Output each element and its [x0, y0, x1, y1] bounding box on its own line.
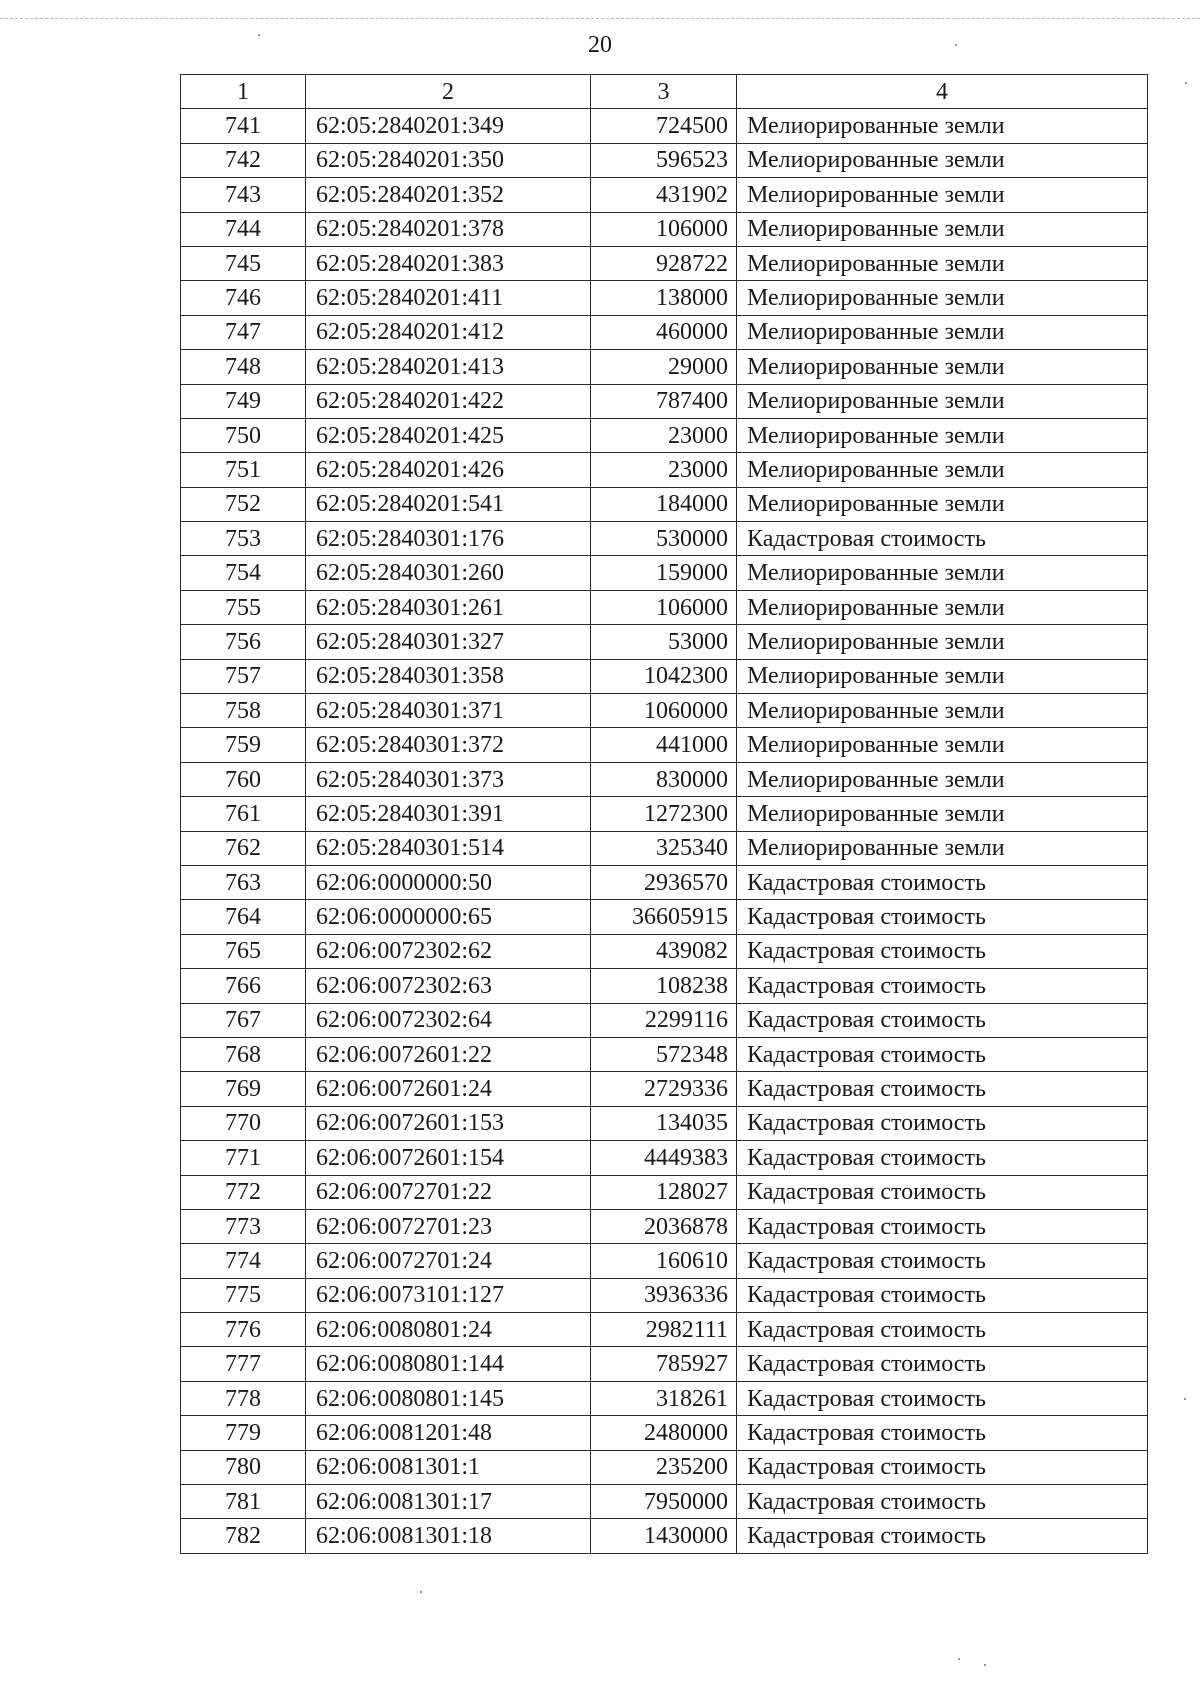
scan-speck [1184, 1398, 1186, 1400]
table-row [181, 522, 1148, 556]
row-number-cell: 761 [181, 797, 306, 831]
column-header-4: 4 [737, 75, 1148, 109]
column-header-2: 2 [306, 75, 591, 109]
basis-cell: Кадастровая стоимость [737, 1450, 1148, 1484]
value-cell: 128027 [591, 1175, 737, 1209]
value-cell: 108238 [591, 969, 737, 1003]
cadastral-number-cell: 62:05:2840301:373 [306, 762, 591, 796]
basis-cell: Кадастровая стоимость [737, 1003, 1148, 1037]
basis-cell: Мелиорированные земли [737, 453, 1148, 487]
value-cell: 1430000 [591, 1519, 737, 1553]
basis-cell: Кадастровая стоимость [737, 1278, 1148, 1312]
row-number-cell: 757 [181, 659, 306, 693]
basis-cell: Мелиорированные земли [737, 556, 1148, 590]
value-cell: 2729336 [591, 1072, 737, 1106]
table-row [181, 659, 1148, 693]
value-cell: 1272300 [591, 797, 737, 831]
basis-cell: Мелиорированные земли [737, 590, 1148, 624]
value-cell: 441000 [591, 728, 737, 762]
row-number-cell: 747 [181, 315, 306, 349]
value-cell: 2480000 [591, 1416, 737, 1450]
basis-cell: Мелиорированные земли [737, 143, 1148, 177]
row-number-cell: 777 [181, 1347, 306, 1381]
row-number-cell: 782 [181, 1519, 306, 1553]
value-cell: 184000 [591, 487, 737, 521]
basis-cell: Кадастровая стоимость [737, 1381, 1148, 1415]
cadastral-number-cell: 62:06:0072601:153 [306, 1106, 591, 1140]
table-row [181, 797, 1148, 831]
row-number-cell: 769 [181, 1072, 306, 1106]
basis-cell: Мелиорированные земли [737, 625, 1148, 659]
row-number-cell: 768 [181, 1037, 306, 1071]
basis-cell: Мелиорированные земли [737, 762, 1148, 796]
table-row [181, 1519, 1148, 1553]
cadastral-number-cell: 62:06:0072601:154 [306, 1141, 591, 1175]
row-number-cell: 762 [181, 831, 306, 865]
value-cell: 3936336 [591, 1278, 737, 1312]
cadastral-number-cell: 62:06:0072601:24 [306, 1072, 591, 1106]
value-cell: 431902 [591, 178, 737, 212]
basis-cell: Мелиорированные земли [737, 384, 1148, 418]
basis-cell: Кадастровая стоимость [737, 1175, 1148, 1209]
table-body [181, 109, 1148, 1553]
value-cell: 23000 [591, 418, 737, 452]
table-row [181, 1106, 1148, 1140]
cadastral-number-cell: 62:05:2840201:350 [306, 143, 591, 177]
row-number-cell: 755 [181, 590, 306, 624]
table-row [181, 1278, 1148, 1312]
scan-edge-line [0, 18, 1200, 19]
basis-cell: Кадастровая стоимость [737, 1244, 1148, 1278]
basis-cell: Кадастровая стоимость [737, 1209, 1148, 1243]
value-cell: 1042300 [591, 659, 737, 693]
value-cell: 36605915 [591, 900, 737, 934]
cadastral-number-cell: 62:06:0000000:50 [306, 865, 591, 899]
column-header-1: 1 [181, 75, 306, 109]
row-number-cell: 756 [181, 625, 306, 659]
row-number-cell: 780 [181, 1450, 306, 1484]
table-row [181, 453, 1148, 487]
cadastral-number-cell: 62:06:0072302:64 [306, 1003, 591, 1037]
table-row [181, 900, 1148, 934]
table-row [181, 969, 1148, 1003]
basis-cell: Мелиорированные земли [737, 659, 1148, 693]
table-row [181, 143, 1148, 177]
page-number: 20 [588, 32, 612, 58]
table-row [181, 831, 1148, 865]
cadastral-number-cell: 62:05:2840201:413 [306, 350, 591, 384]
cadastral-number-cell: 62:06:0073101:127 [306, 1278, 591, 1312]
table-row [181, 1450, 1148, 1484]
basis-cell: Кадастровая стоимость [737, 865, 1148, 899]
basis-cell: Кадастровая стоимость [737, 1485, 1148, 1519]
value-cell: 106000 [591, 590, 737, 624]
row-number-cell: 754 [181, 556, 306, 590]
table-header-row [181, 75, 1148, 109]
table-row [181, 1175, 1148, 1209]
row-number-cell: 771 [181, 1141, 306, 1175]
row-number-cell: 742 [181, 143, 306, 177]
cadastral-number-cell: 62:05:2840301:372 [306, 728, 591, 762]
cadastral-number-cell: 62:05:2840201:352 [306, 178, 591, 212]
value-cell: 830000 [591, 762, 737, 796]
table-row [181, 1416, 1148, 1450]
table-row [181, 178, 1148, 212]
table-row [181, 1381, 1148, 1415]
value-cell: 318261 [591, 1381, 737, 1415]
row-number-cell: 763 [181, 865, 306, 899]
row-number-cell: 779 [181, 1416, 306, 1450]
value-cell: 29000 [591, 350, 737, 384]
basis-cell: Мелиорированные земли [737, 487, 1148, 521]
table-row [181, 694, 1148, 728]
table-row [181, 350, 1148, 384]
basis-cell: Мелиорированные земли [737, 212, 1148, 246]
column-header-3: 3 [591, 75, 737, 109]
scan-speck [984, 1664, 986, 1666]
value-cell: 785927 [591, 1347, 737, 1381]
table-row [181, 1072, 1148, 1106]
value-cell: 596523 [591, 143, 737, 177]
basis-cell: Кадастровая стоимость [737, 1313, 1148, 1347]
table-row [181, 556, 1148, 590]
basis-cell: Кадастровая стоимость [737, 934, 1148, 968]
row-number-cell: 752 [181, 487, 306, 521]
table-row [181, 865, 1148, 899]
cadastral-number-cell: 62:06:0072302:63 [306, 969, 591, 1003]
table-row [181, 1209, 1148, 1243]
cadastral-number-cell: 62:05:2840201:422 [306, 384, 591, 418]
cadastral-number-cell: 62:05:2840201:411 [306, 281, 591, 315]
basis-cell: Мелиорированные земли [737, 418, 1148, 452]
table-row [181, 384, 1148, 418]
basis-cell: Кадастровая стоимость [737, 1072, 1148, 1106]
basis-cell: Мелиорированные земли [737, 109, 1148, 143]
cadastral-number-cell: 62:06:0072701:24 [306, 1244, 591, 1278]
basis-cell: Кадастровая стоимость [737, 969, 1148, 1003]
cadastral-number-cell: 62:05:2840201:425 [306, 418, 591, 452]
value-cell: 160610 [591, 1244, 737, 1278]
row-number-cell: 748 [181, 350, 306, 384]
table-row [181, 281, 1148, 315]
value-cell: 2936570 [591, 865, 737, 899]
scan-speck [1185, 82, 1187, 84]
cadastral-number-cell: 62:05:2840201:412 [306, 315, 591, 349]
cadastral-number-cell: 62:06:0072601:22 [306, 1037, 591, 1071]
cadastral-number-cell: 62:05:2840301:391 [306, 797, 591, 831]
row-number-cell: 759 [181, 728, 306, 762]
cadastral-number-cell: 62:05:2840301:176 [306, 522, 591, 556]
basis-cell: Мелиорированные земли [737, 350, 1148, 384]
basis-cell: Кадастровая стоимость [737, 1106, 1148, 1140]
basis-cell: Кадастровая стоимость [737, 1037, 1148, 1071]
row-number-cell: 751 [181, 453, 306, 487]
row-number-cell: 741 [181, 109, 306, 143]
table-row [181, 728, 1148, 762]
table-row [181, 1244, 1148, 1278]
basis-cell: Мелиорированные земли [737, 246, 1148, 280]
cadastral-number-cell: 62:05:2840201:541 [306, 487, 591, 521]
value-cell: 572348 [591, 1037, 737, 1071]
value-cell: 2299116 [591, 1003, 737, 1037]
value-cell: 23000 [591, 453, 737, 487]
value-cell: 724500 [591, 109, 737, 143]
cadastral-number-cell: 62:05:2840301:358 [306, 659, 591, 693]
row-number-cell: 774 [181, 1244, 306, 1278]
basis-cell: Кадастровая стоимость [737, 1141, 1148, 1175]
cadastral-number-cell: 62:06:0072701:22 [306, 1175, 591, 1209]
basis-cell: Кадастровая стоимость [737, 1347, 1148, 1381]
basis-cell: Кадастровая стоимость [737, 522, 1148, 556]
row-number-cell: 745 [181, 246, 306, 280]
table-row [181, 1037, 1148, 1071]
row-number-cell: 758 [181, 694, 306, 728]
basis-cell: Мелиорированные земли [737, 281, 1148, 315]
basis-cell: Кадастровая стоимость [737, 1519, 1148, 1553]
table-row [181, 1347, 1148, 1381]
scan-speck [420, 1591, 422, 1593]
table-row [181, 1485, 1148, 1519]
value-cell: 138000 [591, 281, 737, 315]
table-row [181, 1313, 1148, 1347]
cadastral-number-cell: 62:06:0080801:144 [306, 1347, 591, 1381]
cadastral-number-cell: 62:05:2840301:371 [306, 694, 591, 728]
table-row [181, 212, 1148, 246]
scan-speck [958, 1658, 960, 1660]
row-number-cell: 765 [181, 934, 306, 968]
value-cell: 325340 [591, 831, 737, 865]
cadastral-number-cell: 62:05:2840201:378 [306, 212, 591, 246]
row-number-cell: 770 [181, 1106, 306, 1140]
cadastral-number-cell: 62:05:2840301:514 [306, 831, 591, 865]
basis-cell: Мелиорированные земли [737, 315, 1148, 349]
cadastral-number-cell: 62:06:0080801:145 [306, 1381, 591, 1415]
basis-cell: Мелиорированные земли [737, 797, 1148, 831]
table-row [181, 762, 1148, 796]
value-cell: 159000 [591, 556, 737, 590]
cadastral-number-cell: 62:05:2840301:327 [306, 625, 591, 659]
cadastral-number-cell: 62:06:0000000:65 [306, 900, 591, 934]
cadastral-number-cell: 62:05:2840201:426 [306, 453, 591, 487]
basis-cell: Кадастровая стоимость [737, 1416, 1148, 1450]
value-cell: 235200 [591, 1450, 737, 1484]
basis-cell: Кадастровая стоимость [737, 900, 1148, 934]
table-row [181, 625, 1148, 659]
row-number-cell: 760 [181, 762, 306, 796]
cadastral-number-cell: 62:06:0081301:17 [306, 1485, 591, 1519]
row-number-cell: 776 [181, 1313, 306, 1347]
table-row [181, 487, 1148, 521]
basis-cell: Мелиорированные земли [737, 694, 1148, 728]
row-number-cell: 775 [181, 1278, 306, 1312]
row-number-cell: 766 [181, 969, 306, 1003]
cadastral-number-cell: 62:06:0081301:18 [306, 1519, 591, 1553]
row-number-cell: 767 [181, 1003, 306, 1037]
row-number-cell: 744 [181, 212, 306, 246]
value-cell: 928722 [591, 246, 737, 280]
row-number-cell: 753 [181, 522, 306, 556]
value-cell: 2982111 [591, 1313, 737, 1347]
value-cell: 1060000 [591, 694, 737, 728]
table-row [181, 1141, 1148, 1175]
row-number-cell: 772 [181, 1175, 306, 1209]
table-row [181, 934, 1148, 968]
value-cell: 2036878 [591, 1209, 737, 1243]
cadastral-number-cell: 62:05:2840301:260 [306, 556, 591, 590]
row-number-cell: 778 [181, 1381, 306, 1415]
table-row [181, 315, 1148, 349]
cadastral-number-cell: 62:06:0081201:48 [306, 1416, 591, 1450]
cadastral-number-cell: 62:06:0080801:24 [306, 1313, 591, 1347]
row-number-cell: 764 [181, 900, 306, 934]
row-number-cell: 749 [181, 384, 306, 418]
table-row [181, 418, 1148, 452]
table-row [181, 109, 1148, 143]
value-cell: 106000 [591, 212, 737, 246]
basis-cell: Мелиорированные земли [737, 728, 1148, 762]
cadastral-number-cell: 62:06:0072302:62 [306, 934, 591, 968]
cadastral-number-cell: 62:05:2840301:261 [306, 590, 591, 624]
row-number-cell: 773 [181, 1209, 306, 1243]
scan-speck [258, 34, 260, 36]
basis-cell: Мелиорированные земли [737, 178, 1148, 212]
value-cell: 530000 [591, 522, 737, 556]
row-number-cell: 781 [181, 1485, 306, 1519]
row-number-cell: 743 [181, 178, 306, 212]
cadastral-number-cell: 62:06:0072701:23 [306, 1209, 591, 1243]
table-row [181, 590, 1148, 624]
cadastral-number-cell: 62:05:2840201:349 [306, 109, 591, 143]
value-cell: 7950000 [591, 1485, 737, 1519]
cadastral-number-cell: 62:05:2840201:383 [306, 246, 591, 280]
value-cell: 53000 [591, 625, 737, 659]
value-cell: 439082 [591, 934, 737, 968]
table-row [181, 1003, 1148, 1037]
row-number-cell: 746 [181, 281, 306, 315]
value-cell: 787400 [591, 384, 737, 418]
scan-speck [955, 44, 957, 46]
row-number-cell: 750 [181, 418, 306, 452]
value-cell: 134035 [591, 1106, 737, 1140]
table-row [181, 246, 1148, 280]
data-table [180, 74, 1148, 1554]
value-cell: 4449383 [591, 1141, 737, 1175]
basis-cell: Мелиорированные земли [737, 831, 1148, 865]
cadastral-number-cell: 62:06:0081301:1 [306, 1450, 591, 1484]
value-cell: 460000 [591, 315, 737, 349]
